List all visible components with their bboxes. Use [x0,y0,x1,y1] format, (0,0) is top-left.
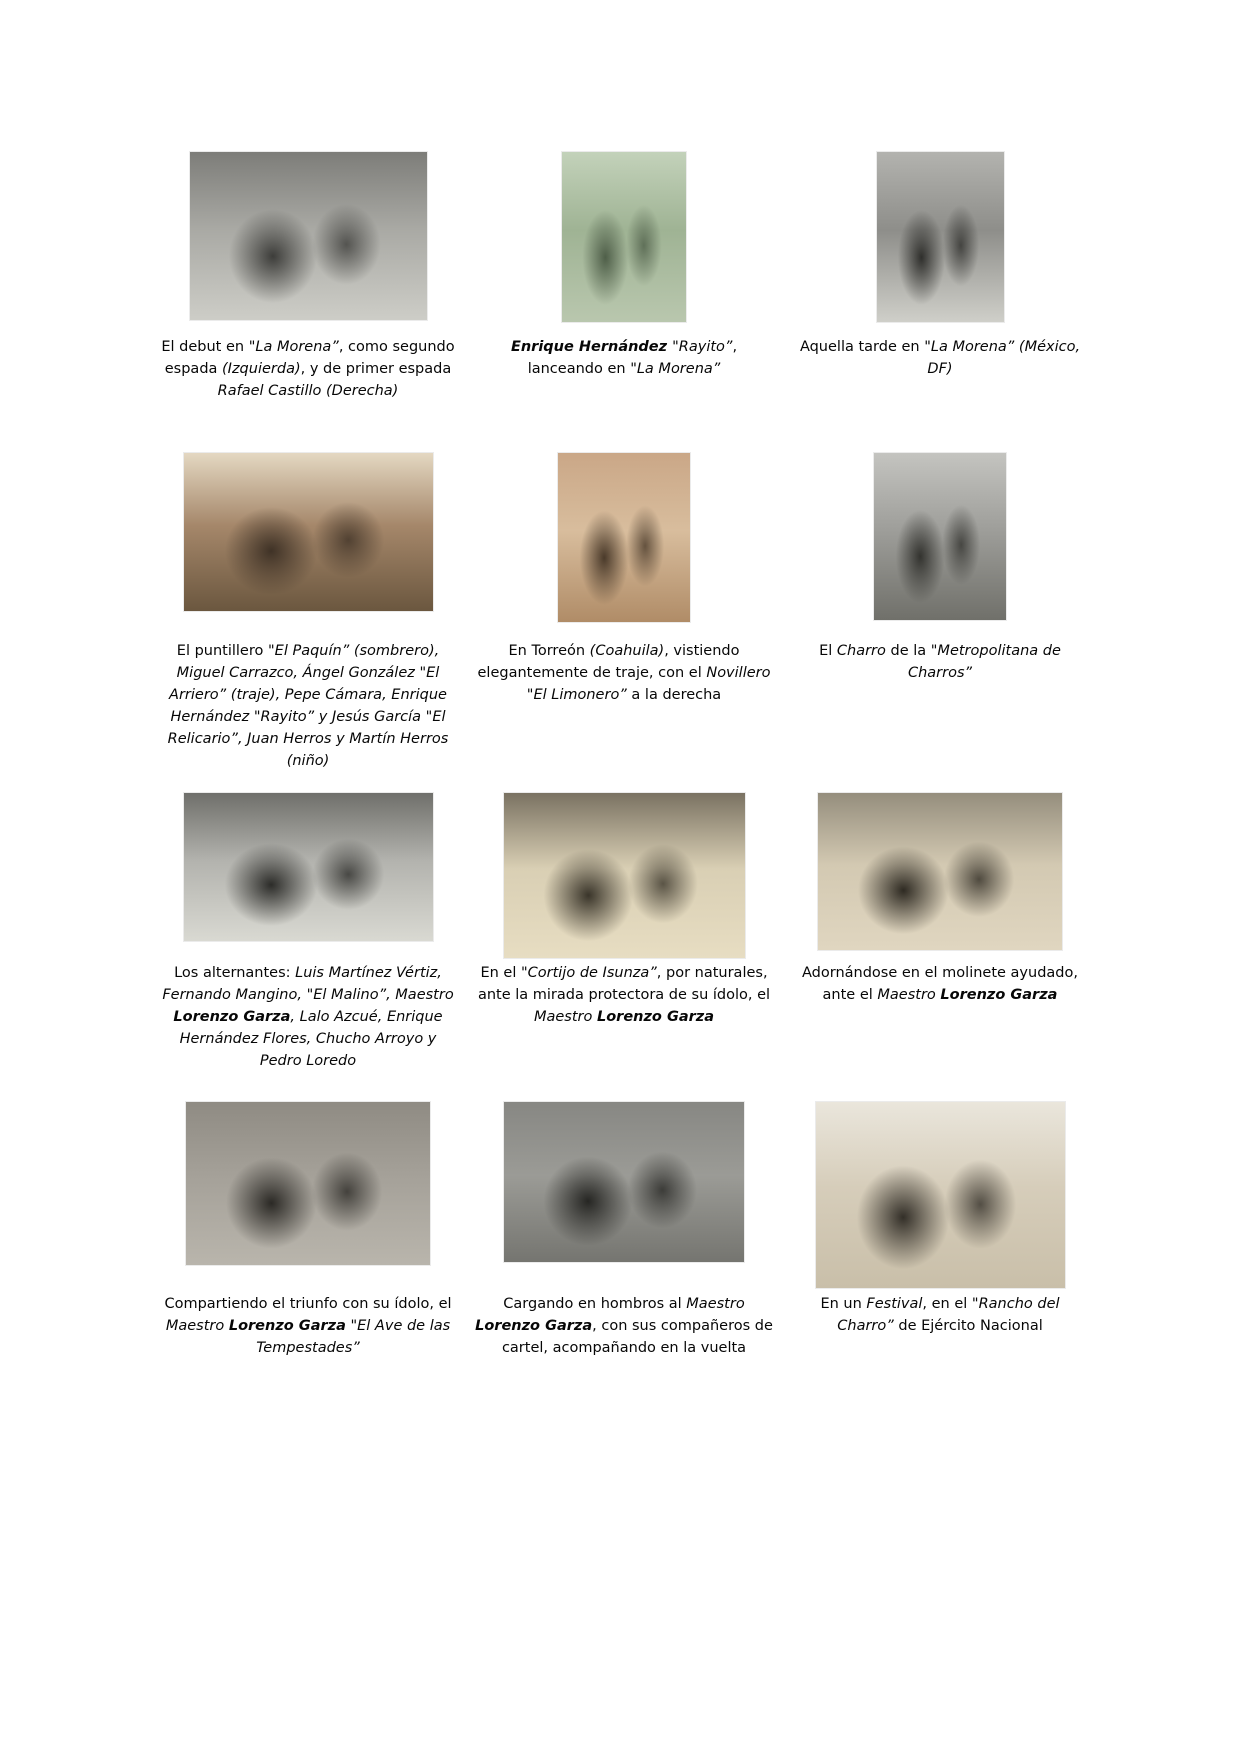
caption-text-run: , lanceando en [527,339,738,377]
photo-puntillero-group [184,453,433,611]
caption-cell [782,962,1098,1072]
caption-text-run: , por naturales, ante la mirada protectora de su ídolo, el [477,965,771,1003]
caption-cell [782,640,1098,772]
caption-text-run: , Lalo Azcué, Enrique Hernández Flores, Chucho Arroyo y Pedro Loredo [179,1009,443,1069]
photo-caption [474,336,774,380]
photo-caption [790,336,1090,380]
caption-text-run: En un [820,1296,867,1312]
caption-text-run: Lorenzo Garza [940,987,1058,1003]
caption-text-run: (Coahuila) [589,643,665,659]
photo-cell [782,1102,1098,1288]
caption-text-run: Adornándose en el molinete ayudado, ante el [802,965,1078,1003]
caption-text-run: (Izquierda) [222,361,301,377]
caption-text-run: Lorenzo Garza [173,1009,291,1025]
photo-caption [158,640,458,772]
photo-molinete [818,793,1062,950]
caption-text-run: de la [885,643,931,659]
caption-cell [782,336,1098,402]
caption-text-run: Lorenzo Garza [475,1318,593,1334]
photo-rayito-lanceando [562,152,686,322]
caption-text-run: Maestro [877,987,941,1003]
caption-text-run: "El Paquín” (sombrero), Miguel Carrazco, Ángel González "El Arriero” (traje), Pepe Cámara, Enrique Hernández "Rayito” y Jesús García "El Relicario”, Juan Herros y Martín Herros (niño) [167,643,449,769]
caption-text-run: de Ejército Nacional [893,1318,1043,1334]
caption-cell [150,336,466,402]
caption-text-run: Maestro [165,1318,229,1334]
caption-text-run: "El Ave de las Tempestades” [256,1318,451,1356]
photo-charro-metropolitana [874,453,1006,620]
photo-cell [782,453,1098,622]
caption-text-run: Luis Martínez Vértiz, Fernando Mangino, "El Malino”, Maestro [162,965,454,1003]
photo-cell [466,1102,782,1288]
photo-caption [790,962,1090,1006]
photo-cell [150,152,466,322]
caption-text-run: En Torreón [508,643,590,659]
caption-cell [466,336,782,402]
caption-row [150,1293,1098,1359]
photo-cell [782,793,1098,958]
caption-text-run: Maestro [533,1009,597,1025]
caption-cell [150,1293,466,1359]
caption-text-run: Los alternantes: [174,965,296,981]
caption-text-run: Lorenzo Garza [596,1009,715,1025]
photo-tarde-la-morena [877,152,1004,322]
photo-row [150,1102,1098,1288]
caption-text-run: "Rayito” [672,339,733,355]
caption-text-run: "La Morena” [248,339,339,355]
caption-cell [150,640,466,772]
photo-row [150,453,1098,622]
photo-caption [790,1293,1090,1337]
photo-cell [150,453,466,622]
photo-caption [790,640,1090,684]
caption-cell [466,1293,782,1359]
caption-text-run: Novillero "El Limonero” [526,665,771,703]
caption-text-run: , vistiendo elegantemente de traje, con el [477,643,740,681]
photo-cell [466,453,782,622]
caption-row [150,336,1098,402]
caption-cell [782,1293,1098,1359]
caption-text-run: "La Morena” (México, DF) [924,339,1081,377]
caption-text-run: Festival [866,1296,923,1312]
photo-cell [150,793,466,958]
caption-text-run: Aquella tarde en [799,339,925,355]
photo-cortijo-isunza [504,793,745,958]
caption-cell [466,640,782,772]
photo-caption [158,336,458,402]
caption-text-run: Charro [836,643,886,659]
caption-text-run: Enrique Hernández [510,339,673,355]
caption-text-run: , como segundo espada [164,339,455,377]
photo-debut-la-morena [190,152,427,320]
photo-caption [158,1293,458,1359]
caption-text-run: , y de primer espada [300,361,452,377]
caption-text-run: El puntillero [176,643,268,659]
photo-alternantes [184,793,433,941]
caption-text-run: El debut en [161,339,249,355]
caption-cell [150,962,466,1072]
caption-text-run: Cargando en hombros al [503,1296,687,1312]
photo-row [150,793,1098,958]
photo-cell [466,152,782,322]
caption-text-run: , en el [922,1296,972,1312]
caption-text-run: Maestro [686,1296,745,1312]
photo-row [150,152,1098,322]
photo-caption [474,962,774,1028]
photo-caption [158,962,458,1072]
photo-torreon-traje [558,453,690,622]
caption-text-run: Lorenzo Garza [228,1318,346,1334]
photo-caption [474,640,774,706]
photo-caption [474,1293,774,1359]
caption-text-run: En el [480,965,521,981]
photo-cell [150,1102,466,1288]
caption-cell [466,962,782,1072]
caption-row [150,962,1098,1072]
caption-text-run: "La Morena” [630,361,721,377]
caption-text-run: "Metropolitana de Charros” [907,643,1061,681]
photo-hombros-vuelta [504,1102,744,1262]
caption-text-run: El [819,643,837,659]
photo-cell [466,793,782,958]
caption-text-run: Rafael Castillo (Derecha) [217,383,399,399]
caption-text-run: "Cortijo de Isunza” [520,965,657,981]
photo-triunfo-idolo [186,1102,430,1265]
caption-text-run: Compartiendo el triunfo con su ídolo, el [164,1296,452,1312]
caption-text-run: , con sus compañeros de cartel, acompañando en la vuelta [501,1318,773,1356]
photo-festival-rancho-charro [816,1102,1065,1288]
caption-row [150,640,1098,772]
caption-text-run: a la derecha [626,687,722,703]
photo-cell [782,152,1098,322]
caption-text-run: "Rancho del Charro” [837,1296,1060,1334]
